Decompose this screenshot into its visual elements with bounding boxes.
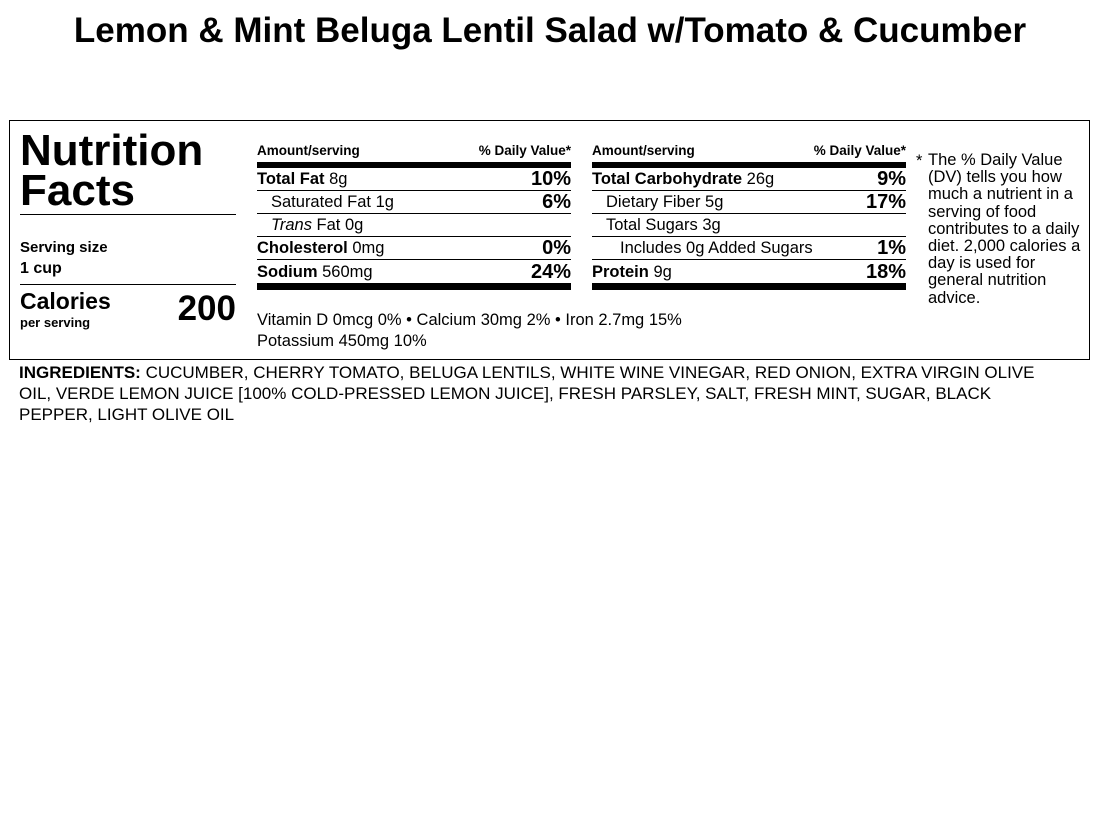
nutrient-column-left bbox=[257, 143, 571, 290]
nutrient-name: Protein bbox=[592, 263, 649, 281]
nutrient-dv: 10% bbox=[530, 168, 571, 190]
nutrient-row-total-sugars bbox=[592, 214, 906, 237]
calories-value: 200 bbox=[177, 289, 236, 328]
nutrient-amount: 26g bbox=[746, 170, 775, 188]
calories-per-serving: per serving bbox=[20, 315, 91, 330]
nutrient-amount: 1g bbox=[375, 193, 394, 211]
amount-header: Amount/serving bbox=[592, 143, 695, 158]
nutrient-row-added-sugars bbox=[592, 237, 906, 260]
serving-size-value: 1 cup bbox=[20, 260, 62, 277]
footnote-asterisk: * bbox=[916, 152, 923, 170]
nutrient-dv: 9% bbox=[877, 168, 906, 190]
nutrient-row-cholesterol bbox=[257, 237, 571, 260]
thick-rule bbox=[257, 283, 571, 290]
nutrient-name-italic: Trans bbox=[271, 216, 312, 234]
nutrient-name: Saturated Fat bbox=[271, 193, 371, 211]
nutrient-amount: 560mg bbox=[322, 263, 373, 281]
nutrient-column-right bbox=[592, 143, 906, 290]
nutrient-name: Fat bbox=[316, 216, 341, 234]
calories-label: Calories bbox=[20, 288, 111, 314]
serving-size-label: Serving size bbox=[20, 239, 108, 256]
nutrient-amount: 9g bbox=[653, 263, 672, 281]
nutrient-name: Includes 0g Added Sugars bbox=[620, 239, 813, 257]
nutrient-name: Sodium bbox=[257, 263, 318, 281]
nutrient-dv: 24% bbox=[530, 261, 571, 283]
nutrient-dv: 17% bbox=[865, 191, 906, 213]
heading-line-1: Nutrition bbox=[20, 126, 204, 175]
vitamins-minerals bbox=[257, 310, 682, 352]
nutrient-amount: 0g bbox=[344, 216, 364, 234]
amount-header: Amount/serving bbox=[257, 143, 360, 158]
nutrient-row-sodium bbox=[257, 260, 571, 283]
column-header bbox=[257, 143, 571, 162]
nutrition-facts-panel bbox=[9, 120, 1090, 360]
nutrient-amount: 8g bbox=[329, 170, 348, 188]
vitamins-line-2: Potassium 450mg 10% bbox=[257, 332, 427, 350]
nutrient-amount: 5g bbox=[705, 193, 724, 211]
vitamins-line-1: Vitamin D 0mcg 0% • Calcium 30mg 2% • Iron 2.7mg 15% bbox=[257, 311, 682, 329]
daily-value-header: % Daily Value* bbox=[813, 143, 906, 158]
ingredients-statement bbox=[19, 362, 1039, 425]
column-header bbox=[592, 143, 906, 162]
nutrient-name: Total Fat bbox=[257, 170, 325, 188]
nutrient-name: Cholesterol bbox=[257, 239, 348, 257]
nutrient-name: Total Carbohydrate bbox=[592, 170, 743, 188]
nutrient-row-total-carbohydrate bbox=[592, 168, 906, 191]
thick-rule bbox=[592, 283, 906, 290]
nutrient-row-saturated-fat bbox=[257, 191, 571, 214]
nutrient-amount: 3g bbox=[702, 216, 721, 234]
nutrition-facts-heading bbox=[20, 126, 204, 215]
ingredients-label: INGREDIENTS: bbox=[19, 363, 141, 382]
nutrient-row-protein bbox=[592, 260, 906, 283]
nutrient-dv: 1% bbox=[877, 237, 906, 259]
daily-value-footnote: The % Daily Value (DV) tells you how much a nutrient in a serving of food contributes to a daily diet. 2,000 calories a day is used for general nutrition advice. bbox=[928, 151, 1081, 307]
nutrient-row-total-fat bbox=[257, 168, 571, 191]
nutrient-dv: 6% bbox=[542, 191, 571, 213]
nutrient-dv: 0% bbox=[542, 237, 571, 259]
nutrient-row-trans-fat bbox=[257, 214, 571, 237]
nutrient-name: Dietary Fiber bbox=[606, 193, 701, 211]
product-title: Lemon & Mint Beluga Lentil Salad w/Tomato & Cucumber bbox=[73, 11, 1027, 50]
daily-value-header: % Daily Value* bbox=[478, 143, 571, 158]
heading-line-2: Facts bbox=[20, 166, 135, 215]
nutrient-name: Total Sugars bbox=[606, 216, 698, 234]
ingredients-text: CUCUMBER, CHERRY TOMATO, BELUGA LENTILS, WHITE WINE VINEGAR, RED ONION, EXTRA VIRGIN OLIVE OIL, VERDE LEMON JUICE [100% COLD-PRESSED LEMON JUICE], FRESH PARSLEY, SALT, FRESH MINT, SUGAR, BLACK PEPPER, LIGHT OLIVE OIL bbox=[19, 363, 1035, 424]
nutrient-amount: 0mg bbox=[352, 239, 385, 257]
nutrient-row-dietary-fiber bbox=[592, 191, 906, 214]
nutrient-dv: 18% bbox=[865, 261, 906, 283]
divider bbox=[20, 214, 236, 215]
divider bbox=[20, 284, 236, 285]
